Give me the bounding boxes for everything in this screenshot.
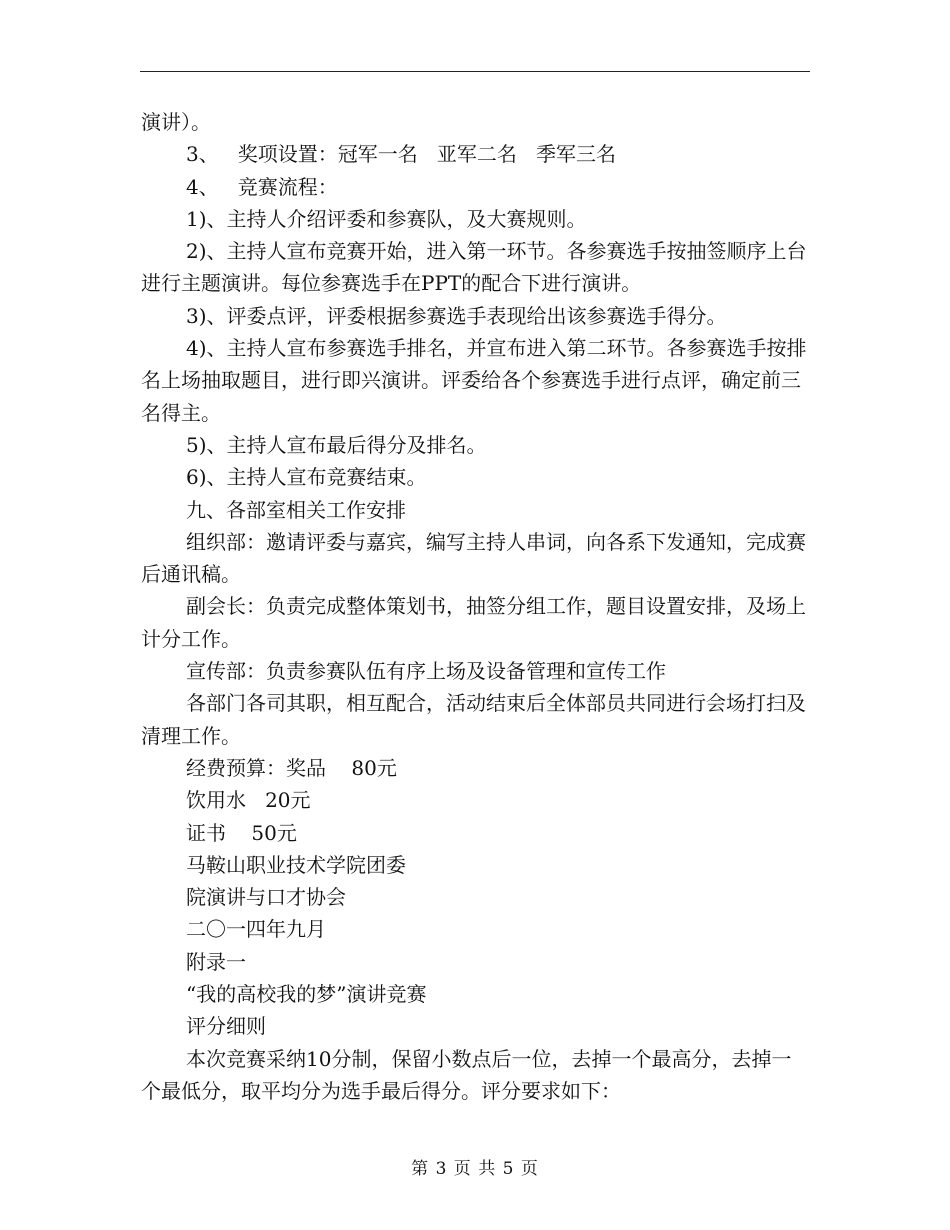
paragraph: 评分细则 [186, 1014, 266, 1039]
header-rule [140, 71, 810, 72]
page-footer: 第 3 页 共 5 页 [411, 1159, 539, 1179]
paragraph: 2)、主持人宣布竞赛开始，进入第一环节。各参赛选手按抽签顺序上台进行主题演讲。每位参赛选手在PPT的配合下进行演讲。 [141, 239, 807, 296]
paragraph: 饮用水 20元 [186, 788, 311, 813]
paragraph: 4、 竞赛流程： [186, 174, 338, 199]
paragraph: 各部门各司其职，相互配合，活动结束后全体部员共同进行会场打扫及清理工作。 [141, 691, 806, 748]
paragraph: 演讲）。 [141, 110, 211, 134]
paragraph: 证书 50元 [186, 820, 297, 845]
paragraph: 组织部：邀请评委与嘉宾，编写主持人串词，向各系下发通知，完成赛后通讯稿。 [141, 529, 806, 587]
paragraph: 马鞍山职业技术学院团委 [186, 852, 406, 877]
paragraph: 5)、主持人宣布最后得分及排名。 [186, 432, 487, 457]
paragraph: 副会长：负责完成整体策划书，抽签分组工作，题目设置安排，及场上计分工作。 [141, 594, 806, 651]
paragraph: 附录一 [186, 949, 246, 974]
paragraph: 宣传部：负责参赛队伍有序上场及设备管理和宣传工作 [186, 659, 666, 684]
paragraph: 4)、主持人宣布参赛选手排名，并宣布进入第二环节。各参赛选手按排名上场抽取题目，进行即兴演讲。评委给各个参赛选手进行点评，确定前三名得主。 [141, 336, 807, 425]
paragraph: 二〇一四年九月 [186, 917, 326, 942]
paragraph: 经费预算：奖品 80元 [186, 755, 397, 780]
paragraph: 1)、主持人介绍评委和参赛队，及大赛规则。 [186, 206, 587, 231]
paragraph: 3)、评委点评，评委根据参赛选手表现给出该参赛选手得分。 [186, 303, 727, 328]
paragraph: 本次竞赛采纳10分制，保留小数点后一位，去掉一个最高分，去掉一个最低分，取平均分为选手最后得分。评分要求如下： [141, 1046, 792, 1103]
paragraph: “我的高校我的梦”演讲竞赛 [186, 982, 427, 1007]
document-body [141, 106, 809, 1107]
paragraph: 3、 奖项设置：冠军一名 亚军二名 季军三名 [186, 142, 616, 167]
paragraph: 6)、主持人宣布竞赛结束。 [186, 465, 427, 490]
paragraph: 院演讲与口才协会 [186, 885, 346, 910]
paragraph: 九、各部室相关工作安排 [186, 497, 406, 522]
